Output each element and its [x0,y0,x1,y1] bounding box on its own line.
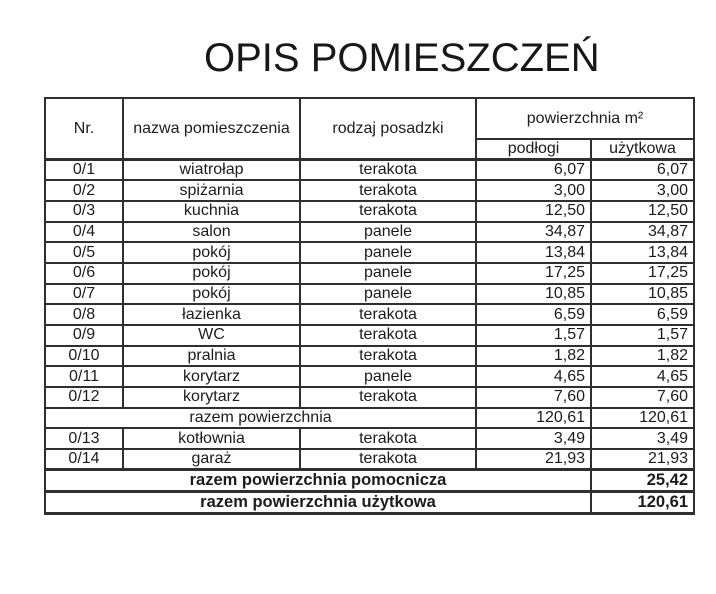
header-nr: Nr. [45,98,123,160]
cell-area-usable: 10,85 [591,284,694,305]
room-row [45,201,694,222]
room-row [45,180,694,201]
total-aux-label: razem powierzchnia pomocnicza [45,470,591,492]
cell-nr: 0/13 [45,428,123,449]
room-row [45,222,694,243]
room-row [45,387,694,408]
cell-room-name: pokój [123,284,300,305]
cell-nr: 0/10 [45,346,123,367]
cell-nr: 0/1 [45,160,123,181]
room-row [45,284,694,305]
cell-area-floor: 13,84 [476,242,591,263]
cell-room-name: WC [123,325,300,346]
cell-nr: 0/4 [45,222,123,243]
header-room-name: nazwa pomieszczenia [123,98,300,160]
cell-nr: 0/12 [45,387,123,408]
room-row [45,449,694,470]
room-row [45,263,694,284]
cell-floor-type: panele [300,366,476,387]
cell-nr: 0/7 [45,284,123,305]
room-row [45,346,694,367]
cell-room-name: pralnia [123,346,300,367]
cell-area-floor: 4,65 [476,366,591,387]
total-usable-row [45,492,694,514]
subtotal-area-floor: 120,61 [476,408,591,429]
room-row [45,325,694,346]
cell-nr: 0/9 [45,325,123,346]
rooms-table [44,97,695,515]
cell-floor-type: terakota [300,304,476,325]
header-area-floor: podłogi [476,139,591,160]
cell-room-name: pokój [123,242,300,263]
cell-area-usable: 4,65 [591,366,694,387]
cell-area-usable: 6,59 [591,304,694,325]
cell-area-floor: 12,50 [476,201,591,222]
room-row [45,428,694,449]
header-floor-type: rodzaj posadzki [300,98,476,160]
cell-room-name: pokój [123,263,300,284]
cell-room-name: spiżarnia [123,180,300,201]
header-row-main [45,98,694,139]
cell-area-usable: 7,60 [591,387,694,408]
total-usable-label: razem powierzchnia użytkowa [45,492,591,514]
room-row [45,304,694,325]
room-rows [45,160,694,408]
cell-room-name: garaż [123,449,300,470]
cell-room-name: kotłownia [123,428,300,449]
cell-nr: 0/6 [45,263,123,284]
cell-area-floor: 17,25 [476,263,591,284]
subtotal-label: razem powierzchnia [45,408,476,429]
cell-area-usable: 17,25 [591,263,694,284]
cell-nr: 0/8 [45,304,123,325]
cell-room-name: korytarz [123,387,300,408]
cell-area-usable: 34,87 [591,222,694,243]
cell-area-floor: 10,85 [476,284,591,305]
room-row [45,242,694,263]
cell-area-usable: 1,57 [591,325,694,346]
cell-area-floor: 21,93 [476,449,591,470]
cell-floor-type: panele [300,222,476,243]
header-area-group: powierzchnia m² [476,98,694,139]
cell-nr: 0/3 [45,201,123,222]
cell-area-usable: 6,07 [591,160,694,181]
cell-area-usable: 3,49 [591,428,694,449]
cell-floor-type: panele [300,263,476,284]
room-row [45,160,694,181]
cell-floor-type: terakota [300,387,476,408]
cell-floor-type: panele [300,242,476,263]
cell-area-floor: 3,49 [476,428,591,449]
aux-room-rows [45,428,694,469]
cell-area-floor: 34,87 [476,222,591,243]
cell-area-floor: 6,59 [476,304,591,325]
subtotal-area-usable: 120,61 [591,408,694,429]
cell-floor-type: terakota [300,449,476,470]
cell-area-usable: 12,50 [591,201,694,222]
cell-nr: 0/14 [45,449,123,470]
cell-floor-type: terakota [300,325,476,346]
cell-nr: 0/2 [45,180,123,201]
cell-nr: 0/11 [45,366,123,387]
cell-area-usable: 13,84 [591,242,694,263]
table-header [45,98,694,160]
cell-area-floor: 1,57 [476,325,591,346]
total-usable-value: 120,61 [591,492,694,514]
cell-floor-type: terakota [300,201,476,222]
cell-area-usable: 1,82 [591,346,694,367]
total-aux-value: 25,42 [591,470,694,492]
subtotal-section [45,408,694,429]
cell-floor-type: terakota [300,160,476,181]
cell-area-floor: 7,60 [476,387,591,408]
room-row [45,366,694,387]
cell-room-name: salon [123,222,300,243]
header-area-usable: użytkowa [591,139,694,160]
cell-floor-type: terakota [300,180,476,201]
total-aux-row [45,470,694,492]
cell-area-floor: 6,07 [476,160,591,181]
cell-nr: 0/5 [45,242,123,263]
cell-floor-type: panele [300,284,476,305]
page-title: OPIS POMIESZCZEŃ [204,36,600,80]
cell-room-name: łazienka [123,304,300,325]
cell-room-name: wiatrołap [123,160,300,181]
cell-floor-type: terakota [300,428,476,449]
cell-area-usable: 21,93 [591,449,694,470]
totals-section [45,470,694,514]
cell-floor-type: terakota [300,346,476,367]
subtotal-row [45,408,694,429]
cell-area-floor: 3,00 [476,180,591,201]
cell-room-name: korytarz [123,366,300,387]
cell-area-usable: 3,00 [591,180,694,201]
cell-area-floor: 1,82 [476,346,591,367]
cell-room-name: kuchnia [123,201,300,222]
